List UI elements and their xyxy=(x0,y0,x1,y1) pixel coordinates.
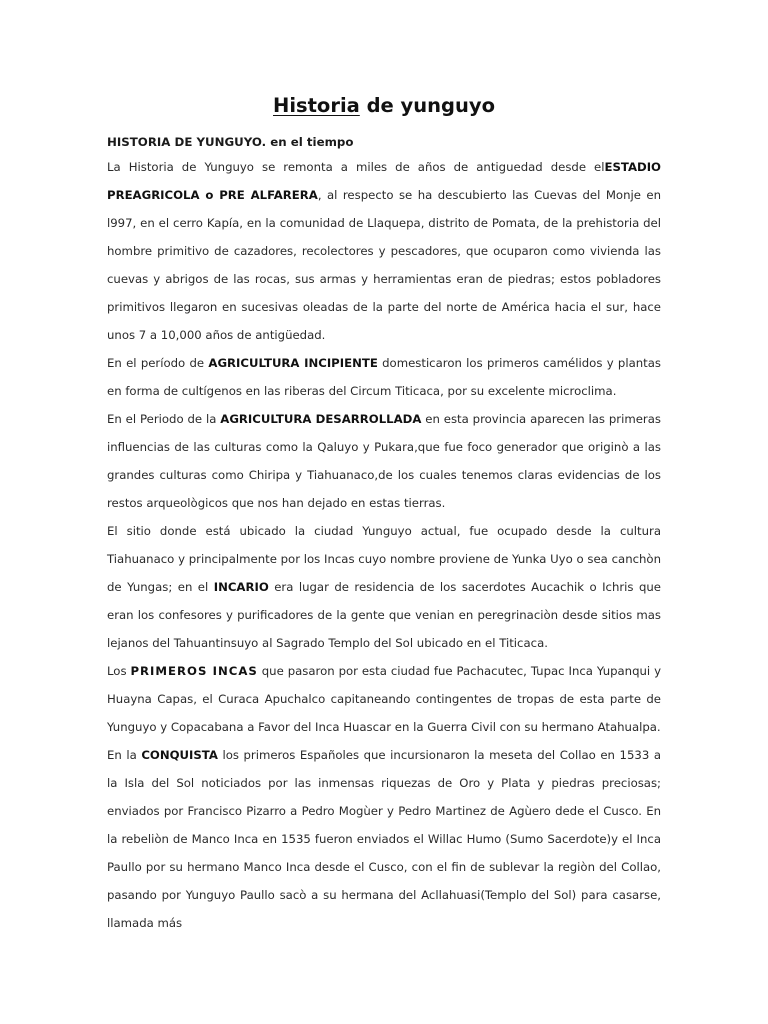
paragraph-incario xyxy=(107,517,661,657)
bold-term: AGRICULTURA DESARROLLADA xyxy=(220,412,422,426)
paragraph-agricultura-incipiente xyxy=(107,349,661,405)
paragraph-text: En el Periodo de la xyxy=(107,412,221,426)
bold-term: INCARIO xyxy=(213,580,269,594)
paragraph-text: los primeros Españoles que incursionaron la meseta del Collao en 1533 a la Isla del Sol noticiados por las inmensas riquezas de Oro y Plata y piedras preciosas; enviados por Francisco Pizarro a Pedro Mogùer y Pedro Martinez de Agùero dede el Cusco. En la rebeliòn de Manco Inca en 1535 fueron enviados el Willac Humo (Sumo Sacerdote)y el Inca Paullo por su hermano Manco Inca desde el Cusco, con el fin de sublevar la regiòn del Collao, pasando por Yunguyo Paullo sacò a su hermana del Acllahuasi(Templo del Sol) para casarse, llamada más xyxy=(107,748,661,930)
paragraph-agricultura-desarrollada xyxy=(107,405,661,517)
bold-term: CONQUISTA xyxy=(141,748,218,762)
page-title xyxy=(107,90,661,122)
title-rest: de yunguyo xyxy=(359,94,495,117)
paragraph-text: Los xyxy=(107,664,131,678)
paragraph-primeros-incas xyxy=(107,657,661,741)
bold-term: AGRICULTURA INCIPIENTE xyxy=(208,356,378,370)
paragraph-text: era lugar de residencia de los sacerdotes Aucachik o Ichris que eran los confesores y purificadores de la gente que venian en peregrinaciòn desde sitios mas lejanos del Tahuantinsuyo al Sagrado Templo del Sol ubicado en el Titicaca. xyxy=(107,580,661,650)
paragraph-conquista xyxy=(107,741,661,937)
paragraph-text: En el período de xyxy=(107,356,209,370)
document-page xyxy=(107,90,661,937)
paragraph-text: en esta provincia aparecen las primeras influencias de las culturas como la Qaluyo y Pukara,que fue foco generador que originò a las grandes culturas como Chiripa y Tiahuanaco,de los cuales tenemos claras evidencias de los restos arqueològicos que nos han dejado en estas tierras. xyxy=(107,412,661,510)
paragraph-text: El sitio donde está ubicado la ciudad Yunguyo actual, fue ocupado desde la cultura Tiahuanaco y principalmente por los Incas cuyo nombre proviene de Yunka Uyo o sea canchòn de Yungas; en el xyxy=(107,524,661,594)
paragraph-text: domesticaron los primeros camélidos y plantas en forma de cultígenos en las riberas del Circum Titicaca, por su excelente microclima. xyxy=(107,356,661,398)
bold-term: ESTADIO PREAGRICOLA o PRE ALFARERA xyxy=(107,160,661,202)
bold-term: PRIMEROS INCAS xyxy=(130,664,258,678)
title-link[interactable]: Historia xyxy=(273,94,360,117)
section-heading: HISTORIA DE YUNGUYO. en el tiempo xyxy=(107,135,354,149)
paragraph-preagricola xyxy=(107,153,661,349)
paragraph-text: En la xyxy=(107,748,142,762)
paragraph-text: La Historia de Yunguyo se remonta a miles de años de antiguedad desde el xyxy=(107,160,605,174)
paragraph-text: , al respecto se ha descubierto las Cuevas del Monje en l997, en el cerro Kapía, en la comunidad de Llaquepa, distrito de Pomata, de la prehistoria del hombre primitivo de cazadores, recolectores y pescadores, que ocuparon como vivienda las cuevas y abrigos de las rocas, sus armas y herramientas eran de piedras; estos pobladores primitivos llegaron en sucesivas oleadas de la parte del norte de América hacia el sur, hace unos 7 a 10,000 años de antigüedad. xyxy=(107,188,661,342)
paragraph-text: que pasaron por esta ciudad fue Pachacutec, Tupac Inca Yupanqui y Huayna Capas, el Curaca Apuchalco capitaneando contingentes de tropas de esta parte de Yunguyo y Copacabana a Favor del Inca Huascar en la Guerra Civil con su hermano Atahualpa. xyxy=(107,664,662,734)
